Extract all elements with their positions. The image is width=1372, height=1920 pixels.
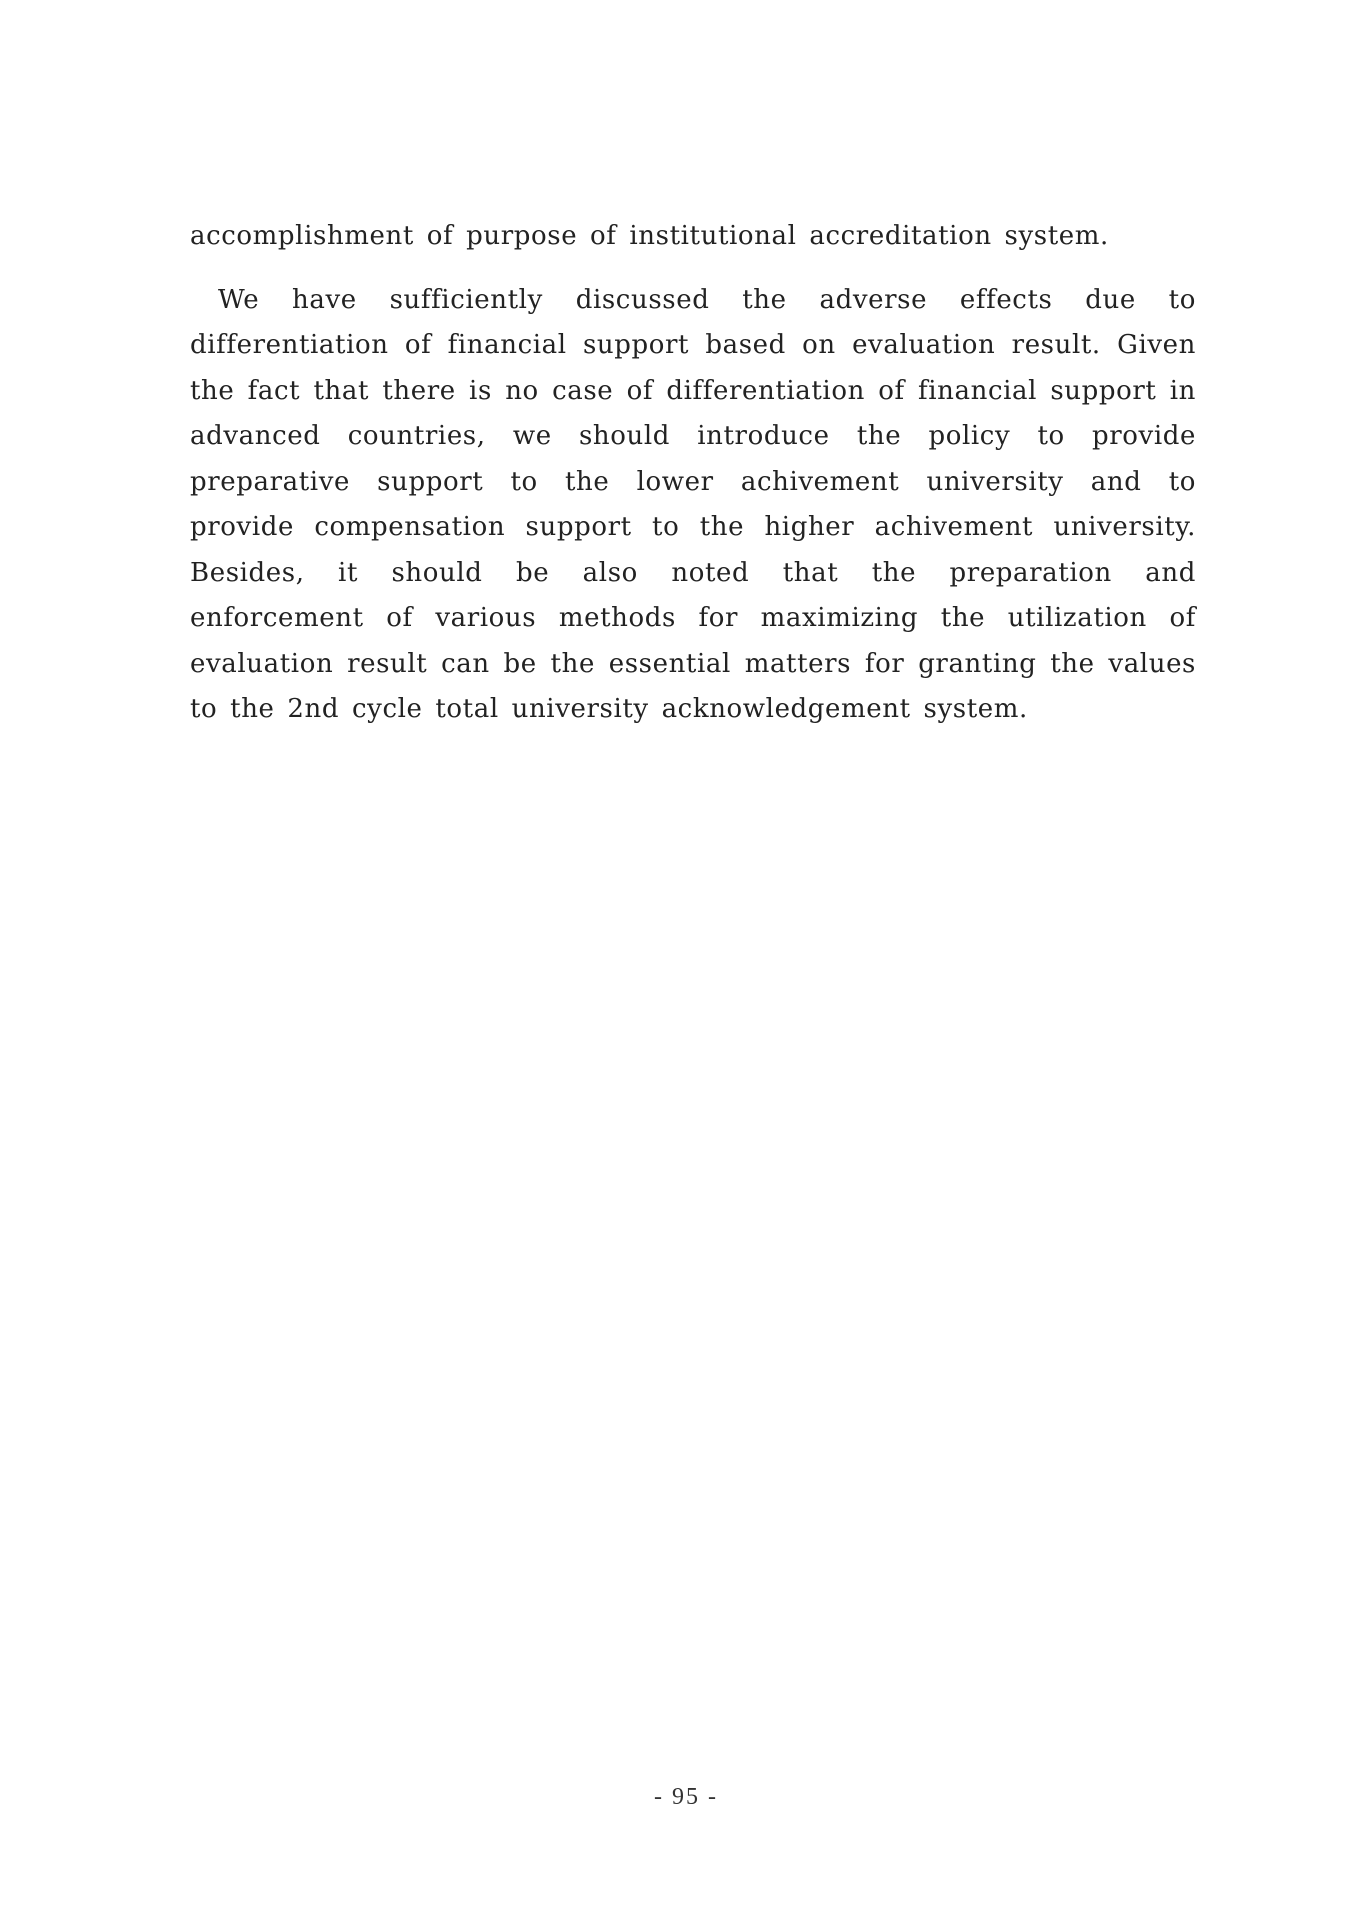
paragraph-continuation: accomplishment of purpose of institutional accreditation system. — [190, 221, 1109, 251]
page-number: - 95 - — [654, 1784, 718, 1810]
body-text — [190, 214, 1196, 733]
paragraph-financial-support: We have sufficiently discussed the adverse effects due to differentiation of financial support based on evaluation result. Given the fact that there is no case of differentiation of financial support in advanced countries, we should introduce the policy to provide preparative support to the lower achivement university and to provide compensation support to the higher achivement university. Besides, it should be also noted that the preparation and enforcement of various methods for maximizing the utilization of evaluation result can be the essential matters for granting the values to the 2nd cycle total university acknowledgement system. — [190, 284, 1196, 724]
